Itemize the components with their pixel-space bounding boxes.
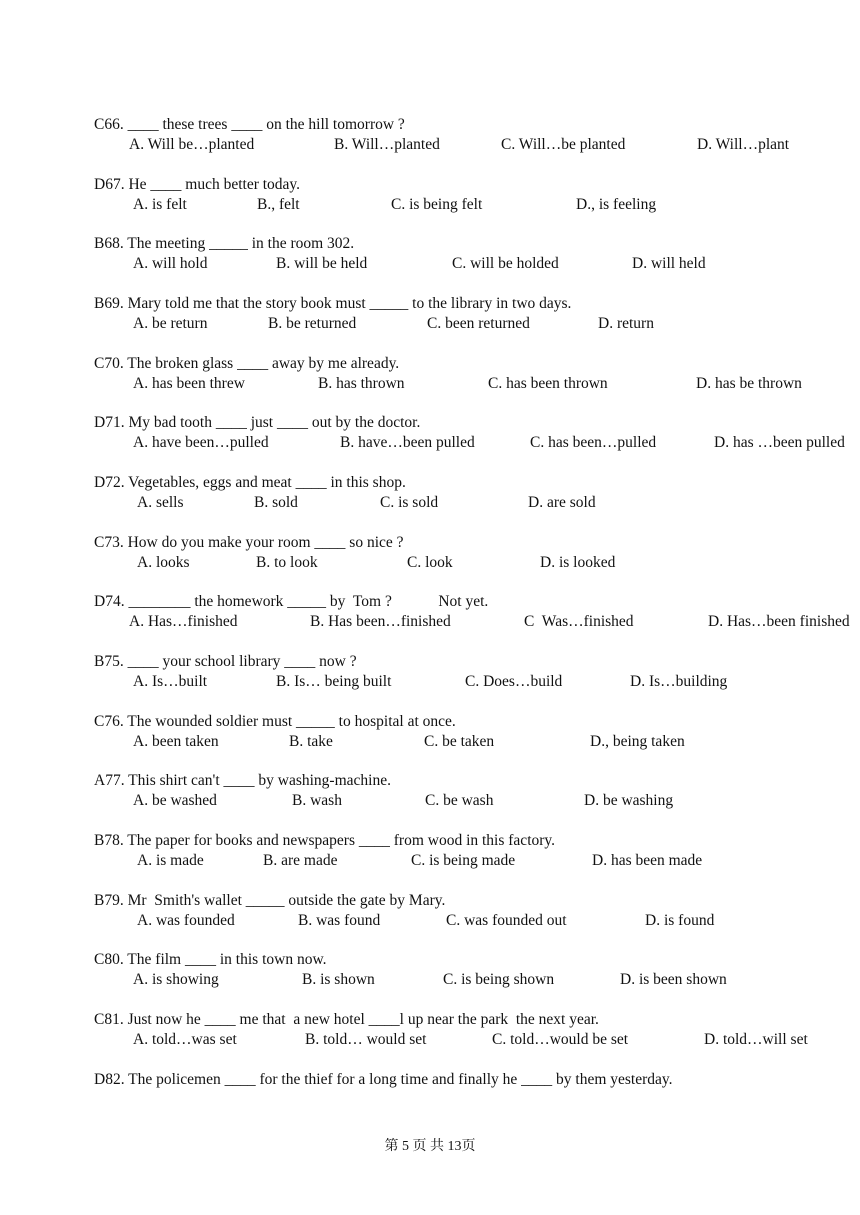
option-b: B. told… would set	[305, 1031, 427, 1048]
option-c: C. told…would be set	[492, 1031, 629, 1048]
option-c: C. is being shown	[443, 971, 555, 988]
question-b79	[0, 891, 860, 941]
option-d: D. told…will set	[704, 1031, 808, 1048]
question-stem: C70. The broken glass ____ away by me already.	[94, 355, 400, 372]
option-d: D. will held	[632, 255, 706, 272]
option-d: D. has be thrown	[696, 375, 802, 392]
question-stem: C73. How do you make your room ____ so nice ?	[94, 534, 404, 551]
option-b: B. sold	[254, 494, 298, 511]
question-stem: B79. Mr Smith's wallet _____ outside the gate by Mary.	[94, 892, 446, 909]
question-stem: A77. This shirt can't ____ by washing-machine.	[94, 772, 391, 789]
option-d: D., is feeling	[576, 196, 657, 213]
option-a: A. have been…pulled	[133, 434, 269, 451]
option-d: D. Has…been finished	[708, 613, 850, 630]
option-c: C. look	[407, 554, 453, 571]
option-d: D. has been made	[592, 852, 703, 869]
question-d74	[0, 592, 860, 642]
question-stem: C81. Just now he ____ me that a new hotel ____l up near the park the next year.	[94, 1011, 599, 1028]
option-b: B. wash	[292, 792, 342, 809]
page-footer: 第 5 页 共 13页	[384, 1139, 476, 1154]
option-b: B. Is… being built	[276, 673, 392, 690]
option-a: A. be washed	[133, 792, 217, 809]
option-a: A. will hold	[133, 255, 208, 272]
option-a: A. was founded	[137, 912, 235, 929]
question-stem: B69. Mary told me that the story book must _____ to the library in two days.	[94, 295, 572, 312]
option-c: C. Will…be planted	[501, 136, 626, 153]
question-b69	[0, 294, 860, 344]
option-b: B. are made	[263, 852, 338, 869]
option-c: C. Does…build	[465, 673, 563, 690]
option-b: B. Has been…finished	[310, 613, 451, 630]
option-c: C. be wash	[425, 792, 494, 809]
question-stem: B78. The paper for books and newspapers ____ from wood in this factory.	[94, 832, 556, 849]
option-d: D. return	[598, 315, 654, 332]
option-d: D. is been shown	[620, 971, 727, 988]
option-b: B. has thrown	[318, 375, 405, 392]
option-c: C. will be holded	[452, 255, 559, 272]
option-a: A. been taken	[133, 733, 219, 750]
question-b78	[0, 831, 860, 881]
option-b: B. is shown	[302, 971, 375, 988]
option-b: B. to look	[256, 554, 318, 571]
question-d72	[0, 473, 860, 523]
option-c: C. has been…pulled	[530, 434, 657, 451]
question-a77	[0, 771, 860, 821]
option-d: D. Will…plant	[697, 136, 790, 153]
option-d: D. is looked	[540, 554, 616, 571]
option-d: D., being taken	[590, 733, 685, 750]
option-a: A. looks	[137, 554, 190, 571]
option-a: A. sells	[137, 494, 184, 511]
option-d: D. has …been pulled	[714, 434, 845, 451]
question-c66	[0, 115, 860, 165]
option-b: B. have…been pulled	[340, 434, 475, 451]
question-c81	[0, 1010, 860, 1060]
question-stem: B75. ____ your school library ____ now ?	[94, 653, 357, 670]
option-a: A. told…was set	[133, 1031, 237, 1048]
option-c: C. has been thrown	[488, 375, 608, 392]
option-c: C Was…finished	[524, 613, 634, 630]
option-b: B., felt	[257, 196, 300, 213]
question-c73	[0, 533, 860, 583]
option-c: C. be taken	[424, 733, 495, 750]
option-d: D. are sold	[528, 494, 596, 511]
option-a: A. is made	[137, 852, 204, 869]
question-stem: D82. The policemen ____ for the thief for a long time and finally he ____ by them yesterday.	[94, 1071, 673, 1088]
question-stem: D71. My bad tooth ____ just ____ out by the doctor.	[94, 414, 421, 431]
question-stem: D74. ________ the homework _____ by Tom ? Not yet.	[94, 593, 489, 610]
question-d71	[0, 413, 860, 463]
option-b: B. was found	[298, 912, 381, 929]
option-d: D. be washing	[584, 792, 674, 809]
option-c: C. was founded out	[446, 912, 567, 929]
question-stem: C76. The wounded soldier must _____ to hospital at once.	[94, 713, 456, 730]
option-c: C. is being felt	[391, 196, 483, 213]
option-c: C. been returned	[427, 315, 530, 332]
question-b75	[0, 652, 860, 702]
question-stem: D72. Vegetables, eggs and meat ____ in this shop.	[94, 474, 406, 491]
option-a: A. Will be…planted	[129, 136, 255, 153]
option-b: B. take	[289, 733, 333, 750]
question-stem: D67. He ____ much better today.	[94, 176, 301, 193]
option-a: A. be return	[133, 315, 208, 332]
question-c70	[0, 354, 860, 404]
question-b68	[0, 234, 860, 284]
option-a: A. is felt	[133, 196, 187, 213]
option-b: B. be returned	[268, 315, 357, 332]
option-a: A. Has…finished	[129, 613, 238, 630]
option-c: C. is being made	[411, 852, 516, 869]
option-a: A. Is…built	[133, 673, 208, 690]
question-c76	[0, 712, 860, 762]
question-d82	[0, 1070, 860, 1120]
option-b: B. will be held	[276, 255, 368, 272]
question-c80	[0, 950, 860, 1000]
option-a: A. has been threw	[133, 375, 245, 392]
option-d: D. Is…building	[630, 673, 728, 690]
question-stem: C80. The film ____ in this town now.	[94, 951, 327, 968]
option-c: C. is sold	[380, 494, 439, 511]
option-d: D. is found	[645, 912, 715, 929]
option-b: B. Will…planted	[334, 136, 440, 153]
option-a: A. is showing	[133, 971, 219, 988]
question-stem: B68. The meeting _____ in the room 302.	[94, 235, 355, 252]
question-stem: C66. ____ these trees ____ on the hill tomorrow ?	[94, 116, 405, 133]
question-d67	[0, 175, 860, 225]
